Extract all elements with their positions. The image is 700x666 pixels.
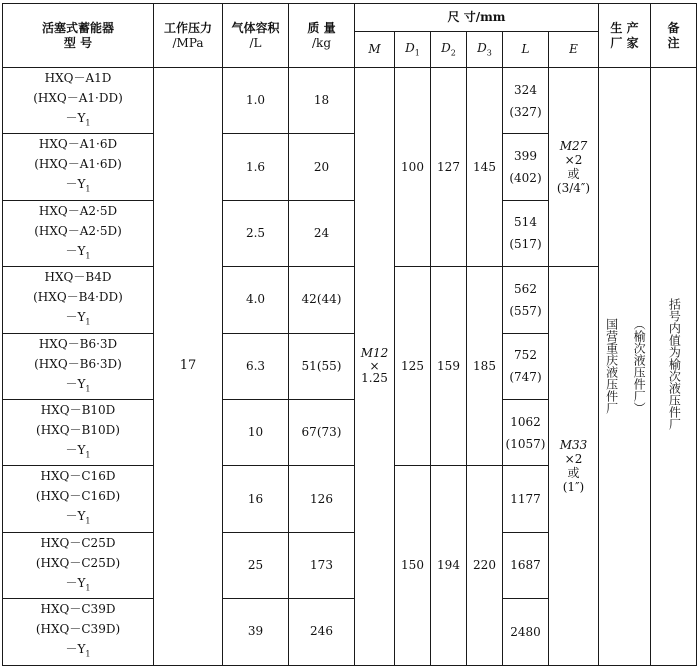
model-cell xyxy=(3,466,154,532)
header-maker-line2: 厂 家 xyxy=(610,35,639,50)
model-cell xyxy=(3,200,154,266)
header-pressure xyxy=(154,4,223,68)
E-b-line3: 或 xyxy=(567,465,580,480)
maker-cell xyxy=(599,68,651,666)
header-mass-line1: 质 量 xyxy=(307,20,336,35)
D3-group-c: 220 xyxy=(467,466,503,665)
L-value xyxy=(503,466,549,532)
model-suffix: $-Y_1$ xyxy=(65,243,91,261)
D3-group-b: 185 xyxy=(467,267,503,466)
E-a-line1: M27 xyxy=(559,139,588,154)
model-suffix: $-Y_1$ xyxy=(65,310,91,327)
mass-value: 126 xyxy=(289,466,355,532)
M-value-line2: × xyxy=(369,359,380,374)
L-value xyxy=(503,267,549,333)
accumulator-spec-table xyxy=(2,3,697,666)
volume-value: 1.0 xyxy=(223,68,289,134)
L-value xyxy=(503,134,549,200)
L-value-main: 1062 xyxy=(510,414,541,429)
E-a-line2: ×2 xyxy=(564,153,583,168)
L-value-main: 1177 xyxy=(510,492,541,507)
L-value-main: 752 xyxy=(514,348,537,363)
model-alt: (HXQ－C25D) xyxy=(35,555,121,570)
model-name: HXQ－B6·3D xyxy=(38,336,118,351)
L-value xyxy=(503,399,549,465)
model-suffix: $-Y_1$ xyxy=(65,442,91,460)
remark-cell xyxy=(651,68,697,666)
model-cell xyxy=(3,267,154,333)
model-name: HXQ－A1D xyxy=(44,71,112,85)
L-value xyxy=(503,68,549,134)
E-a-line3: 或 xyxy=(567,167,580,182)
header-D2-letter: D xyxy=(441,40,451,55)
header-dimensions: 尺 寸/mm xyxy=(355,4,599,32)
volume-value: 6.3 xyxy=(223,333,289,399)
maker-alt: （榆次液压件厂） xyxy=(632,318,647,415)
model-suffix: $-Y_1$ xyxy=(65,376,91,393)
header-model-line2: 型 号 xyxy=(63,35,93,50)
L-value xyxy=(503,532,549,598)
L-value xyxy=(503,333,549,399)
volume-value: 39 xyxy=(223,599,289,665)
M-value-line3: 1.25 xyxy=(361,371,388,386)
model-cell xyxy=(3,599,154,665)
model-cell xyxy=(3,399,154,465)
header-D3-letter: D xyxy=(477,40,487,55)
D1-group-c: 150 xyxy=(395,466,431,665)
maker-name: 国营重庆液压件厂 xyxy=(604,318,619,415)
L-value xyxy=(503,599,549,665)
volume-value: 10 xyxy=(223,399,289,465)
E-b-line2: ×2 xyxy=(564,451,583,466)
header-D1-sub: 1 xyxy=(414,48,420,58)
header-D2-sub: 2 xyxy=(450,48,456,58)
model-name: HXQ－C16D xyxy=(40,469,116,484)
header-D1-letter: D xyxy=(405,40,415,55)
D3-group-a: 145 xyxy=(467,68,503,267)
E-value-b xyxy=(549,267,599,665)
table-container xyxy=(2,3,697,666)
header-model-line1: 活塞式蓄能器 xyxy=(41,20,114,35)
model-alt: (HXQ－A2·5D) xyxy=(34,223,122,238)
header-L: L xyxy=(503,32,549,68)
header-maker-line1: 生 产 xyxy=(610,20,639,35)
model-cell xyxy=(3,333,154,399)
model-name: HXQ－B4D xyxy=(44,270,112,285)
model-cell xyxy=(3,68,154,134)
E-b-line4: (1″) xyxy=(562,479,585,494)
model-alt: (HXQ－C16D) xyxy=(35,489,121,504)
volume-value: 4.0 xyxy=(223,267,289,333)
E-value-a xyxy=(549,68,599,267)
M-value-line1: M12 xyxy=(360,346,389,361)
header-D3-sub: 3 xyxy=(486,48,492,58)
header-volume-line1: 气体容积 xyxy=(231,20,280,35)
model-alt: (HXQ－B4·DD) xyxy=(33,290,123,305)
E-b-line1: M33 xyxy=(559,437,588,452)
header-maker xyxy=(599,4,651,68)
mass-value: 173 xyxy=(289,532,355,598)
model-alt: (HXQ－B6·3D) xyxy=(34,356,122,371)
header-remark-line1: 备 xyxy=(667,20,680,35)
L-value-alt: (327) xyxy=(509,104,542,119)
mass-value: 51(55) xyxy=(289,333,355,399)
volume-value: 1.6 xyxy=(223,134,289,200)
model-alt: (HXQ－A1·6D) xyxy=(34,157,122,172)
L-value-alt: (747) xyxy=(509,370,542,385)
header-volume xyxy=(223,4,289,68)
model-suffix: $-Y_1$ xyxy=(65,575,91,593)
L-value-alt: (1057) xyxy=(505,436,546,451)
model-name: HXQ－A2·5D xyxy=(38,203,118,218)
model-alt: (HXQ－C39D) xyxy=(35,622,121,637)
model-alt: (HXQ－A1·DD) xyxy=(33,91,123,105)
header-D3 xyxy=(467,32,503,68)
model-suffix: $-Y_1$ xyxy=(65,509,91,526)
mass-value: 24 xyxy=(289,200,355,266)
model-suffix: $-Y_1$ xyxy=(65,177,91,194)
L-value-alt: (557) xyxy=(509,303,542,318)
volume-value: 2.5 xyxy=(223,200,289,266)
D1-group-a: 100 xyxy=(395,68,431,267)
header-D1 xyxy=(395,32,431,68)
pressure-value: 17 xyxy=(154,68,223,666)
header-E: E xyxy=(549,32,599,68)
L-value-alt: (517) xyxy=(509,237,542,252)
volume-value: 25 xyxy=(223,532,289,598)
header-remark xyxy=(651,4,697,68)
model-alt: (HXQ－B10D) xyxy=(36,422,120,437)
model-name: HXQ－A1·6D xyxy=(38,137,118,152)
L-value-main: 514 xyxy=(514,215,537,230)
model-suffix: $-Y_1$ xyxy=(65,642,91,659)
mass-value: 67(73) xyxy=(289,399,355,465)
mass-value: 42(44) xyxy=(289,267,355,333)
L-value-main: 2480 xyxy=(510,624,541,639)
E-a-line4: (3/4″) xyxy=(556,181,591,196)
model-suffix: $-Y_1$ xyxy=(65,111,91,128)
model-name: HXQ－B10D xyxy=(40,402,116,417)
header-D2 xyxy=(431,32,467,68)
L-value-main: 562 xyxy=(514,281,537,296)
mass-value: 246 xyxy=(289,599,355,665)
L-value-alt: (402) xyxy=(509,171,542,186)
mass-value: 18 xyxy=(289,68,355,134)
volume-value: 16 xyxy=(223,466,289,532)
model-name: HXQ－C39D xyxy=(40,602,116,617)
header-remark-line2: 注 xyxy=(667,35,680,50)
D1-group-b: 125 xyxy=(395,267,431,466)
header-pressure-line1: 工作压力 xyxy=(163,20,212,35)
L-value-main: 324 xyxy=(514,82,537,97)
M-value xyxy=(355,68,395,666)
D2-group-c: 194 xyxy=(431,466,467,665)
model-name: HXQ－C25D xyxy=(40,535,116,550)
header-mass xyxy=(289,4,355,68)
remark-text: 括号内值为榆次液压件厂 xyxy=(667,298,682,431)
header-volume-line2: /L xyxy=(249,35,262,50)
mass-value: 20 xyxy=(289,134,355,200)
L-value-main: 399 xyxy=(514,149,537,164)
D2-group-b: 159 xyxy=(431,267,467,466)
header-model xyxy=(3,4,154,68)
header-M: M xyxy=(355,32,395,68)
header-pressure-line2: /MPa xyxy=(172,35,204,50)
header-mass-line2: /kg xyxy=(312,35,331,50)
model-cell xyxy=(3,134,154,200)
model-cell xyxy=(3,532,154,598)
L-value xyxy=(503,200,549,266)
L-value-main: 1687 xyxy=(510,558,541,573)
D2-group-a: 127 xyxy=(431,68,467,267)
